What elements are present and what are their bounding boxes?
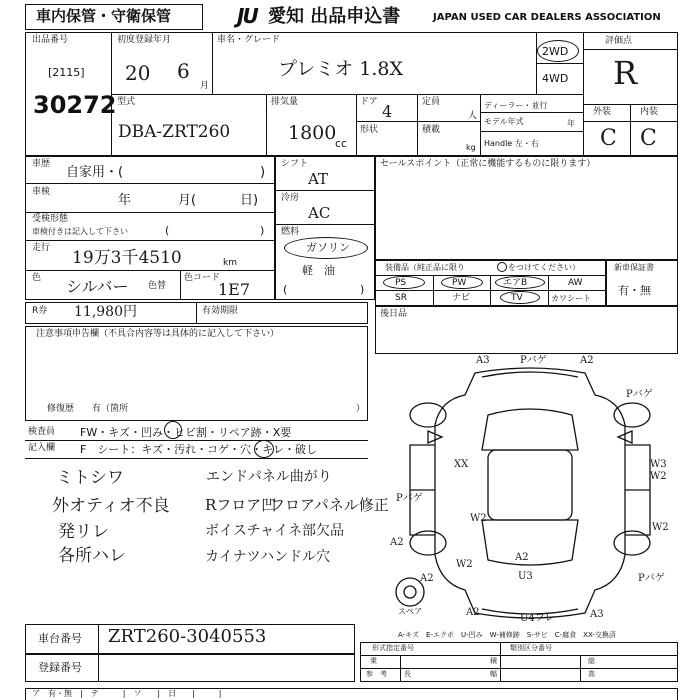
mark-u3: U3 [518, 571, 533, 582]
selling-points-frame [375, 156, 678, 260]
note-9: カイナツハンドル穴 [205, 549, 331, 565]
mileage-value: 19万3千4510 [72, 248, 182, 268]
mileage-unit: km [223, 258, 237, 268]
capacity-label: 定員 [422, 97, 441, 107]
equipment-aw: AW [568, 278, 583, 288]
equipment-tv: TV [511, 293, 523, 303]
spec-load: 積 [490, 657, 497, 665]
car-name-value: プレミオ 1.8X [278, 58, 404, 80]
rating-label: 評価点 [605, 36, 633, 46]
note-8: ボイスチャイネ部欠品 [205, 523, 345, 539]
spec-class-number: 類別区分番号 [510, 644, 552, 652]
mark-w2-low: W2 [456, 559, 473, 570]
lot-bracket: [2115] [48, 66, 85, 79]
acceptance-sub: 車検付きは記入して下さい [32, 227, 128, 236]
equipment-airbag: エアB [503, 278, 528, 288]
acceptance-close: ) [260, 224, 265, 237]
equipment-sr: SR [395, 293, 407, 303]
car-name-label: 車名・グレード [217, 35, 281, 45]
month-unit: 月 [200, 81, 210, 91]
mark-w3: W3 [650, 459, 667, 470]
inspection-year: 年 [118, 193, 132, 208]
reg-number-label: 登録番号 [38, 661, 82, 674]
equipment-ps: PS [395, 278, 407, 288]
warranty-value: 有・無 [618, 284, 651, 297]
model-value: DBA-ZRT260 [118, 122, 231, 142]
notes-label: 注意事項申告欄（不具合内容等は具体的に記入して下さい） [36, 329, 280, 339]
shape-label: 形状 [360, 125, 379, 135]
mark-xx: XX [454, 459, 469, 470]
interior-label: 内装 [640, 107, 659, 117]
dealer-label: ディーラー・並行 [484, 101, 548, 110]
equipment-navi: ナビ [452, 293, 471, 303]
car-damage-diagram [380, 355, 680, 630]
exterior-rating: C [600, 126, 617, 151]
mark-w2-center: W2 [470, 513, 487, 524]
inspector-entry-label: 記入欄 [28, 443, 56, 453]
model-year-unit: 年 [567, 119, 575, 128]
equipment-pw: PW [452, 278, 467, 288]
damage-legend: A-キズ E-エクボ U-凹み W-補修跡 S-サビ C-腐食 XX-交換済 [398, 631, 616, 639]
acceptance-open: ( [165, 224, 170, 237]
note-7: フロアパネル修正 [270, 496, 389, 514]
registration-year: 20 [125, 61, 151, 85]
inspector-row-2: F シート：キズ・汚れ・コゲ・穴・キレ・破し [80, 443, 317, 456]
mark-w2-rear: W2 [652, 522, 669, 533]
acceptance-label: 受検形態 [32, 214, 69, 224]
ju-logo: JU [237, 4, 257, 28]
usage-value: 自家用・( [66, 165, 124, 180]
inspector-label: 検査員 [28, 427, 56, 437]
mark-a2-left: A2 [390, 537, 404, 548]
fuel-diesel: 軽 油 [302, 264, 335, 277]
mark-pbage-right: Pバゲ [626, 389, 653, 400]
color-code-label: 色コード [184, 273, 221, 283]
spec-length: 長 [404, 670, 411, 678]
spec-ride: 乗 [370, 657, 377, 665]
ac-value: AC [308, 204, 331, 222]
fuel-close: ) [360, 283, 365, 296]
note-3: 発リレ [58, 522, 109, 542]
displacement-unit: cc [335, 137, 348, 150]
mark-a2-rear: A2 [420, 573, 434, 584]
color-change-label: 色替 [148, 281, 167, 291]
model-label: 型式 [117, 97, 136, 107]
lot-label: 出品番号 [32, 35, 69, 45]
load-label: 積載 [422, 125, 441, 135]
mark-u4-bottom: U4フレ [520, 613, 555, 624]
footer-row: ア 有・無 | テ | ソ | 日 | | [32, 689, 222, 698]
chassis-label: 車台番号 [38, 632, 82, 645]
usage-label: 車歴 [32, 159, 51, 169]
recycle-label: R券 [32, 306, 48, 316]
note-5: エンドパネル曲がり [206, 469, 332, 485]
equipment-label: 装備品（純正品に限り [385, 263, 465, 272]
drive-2wd: 2WD [542, 45, 569, 58]
inspection-label: 車検 [32, 187, 51, 197]
mark-w2-right: W2 [650, 471, 667, 482]
english-association-name: JAPAN USED CAR DEALERS ASSOCIATION [433, 12, 661, 23]
spec-ref: 参 [366, 670, 373, 678]
note-4: 各所ハレ [58, 546, 126, 566]
mileage-label: 走行 [32, 243, 51, 253]
mark-a2-top: A2 [580, 355, 594, 366]
spec-height: 高 [588, 670, 595, 678]
doors-label: ドア [360, 97, 378, 107]
handle-label: Handle 左・右 [484, 139, 539, 148]
note-1: ミトシワ [56, 468, 124, 488]
registration-label: 初度登録年月 [117, 35, 172, 45]
load-unit: kg [466, 143, 476, 152]
exterior-label: 外装 [593, 107, 612, 117]
drive-2wd-circle [537, 40, 579, 62]
selling-points-label: セールスポイント（正常に機能するものに限ります） [380, 159, 596, 169]
storage-header: 車内保管・守衛保管 [36, 7, 172, 25]
org-title: 愛知 出品申込書 [268, 6, 401, 27]
registration-month: 6 [177, 59, 190, 83]
doors-value: 4 [382, 102, 393, 121]
inspection-day: 日) [240, 193, 259, 208]
rating-value: R [613, 54, 638, 92]
interior-rating: C [640, 126, 657, 151]
color-value: シルバー [66, 277, 129, 296]
note-6: Rフロア凹 [205, 496, 277, 514]
later-date-label: 後日品 [380, 309, 408, 319]
repair-history-close: ） [356, 404, 366, 414]
mark-a3-bottom: A3 [590, 609, 604, 620]
recycle-value: 11,980円 [74, 304, 137, 320]
equipment-kawaseat: カワシート [551, 294, 591, 303]
mark-pbage-rear: Pバゲ [638, 573, 665, 584]
shift-label: シフト [281, 159, 309, 169]
mark-a2-trunk: A2 [515, 552, 529, 563]
spec-total: 総 [588, 657, 595, 665]
spec-type-number: 形式指定番号 [372, 644, 414, 652]
displacement-label: 排気量 [271, 97, 299, 107]
spare-label: スペア [398, 607, 422, 616]
expiry-label: 有効期限 [202, 306, 239, 316]
spec-ref-2: 考 [380, 670, 387, 678]
inspection-month: 月( [178, 193, 197, 208]
displacement-value: 1800 [288, 122, 337, 144]
mark-pbage-top: Pバゲ [520, 355, 547, 366]
chassis-value: ZRT260-3040553 [108, 626, 267, 647]
fuel-gasoline: ガソリン [306, 241, 350, 254]
equipment-label-2: をつけてください） [508, 263, 580, 272]
shift-value: AT [308, 170, 329, 188]
capacity-unit: 人 [468, 111, 478, 121]
repair-history-label: 修復歴 有（箇所 [47, 404, 129, 414]
fuel-open: ( [283, 283, 288, 296]
spec-width: 幅 [490, 670, 497, 678]
later-date-frame [375, 306, 678, 354]
color-label: 色 [32, 273, 42, 283]
drive-4wd: 4WD [542, 72, 569, 85]
mark-a3-top: A3 [476, 355, 490, 366]
mark-pbage-left: Pバゲ [396, 493, 423, 504]
warranty-label: 新車保証書 [614, 263, 654, 272]
model-year-label: モデル年式 [484, 117, 524, 126]
fuel-label: 燃料 [281, 227, 300, 237]
ac-label: 冷房 [281, 193, 300, 203]
lot-number: 30272 [33, 91, 117, 119]
usage-close: ) [260, 165, 266, 180]
mark-a2-bottom: A2 [466, 607, 480, 618]
fuel-gasoline-circle [284, 237, 368, 259]
inspector-row-1: FW・キズ・凹み・ヒビ割・リペア跡・X要 [80, 426, 292, 439]
note-2: 外オティオ不良 [52, 496, 170, 516]
color-code-value: 1E7 [218, 280, 251, 299]
